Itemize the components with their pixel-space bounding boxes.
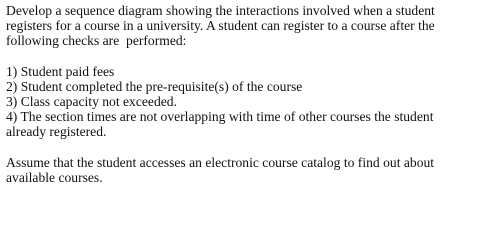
intro-line: registers for a course in a university. A student can register to a course after the	[6, 18, 435, 34]
paragraph-spacer	[6, 49, 478, 64]
assumption-line: Assume that the student accesses an electronic course catalog to find out about	[6, 154, 435, 170]
intro-line: following checks are performed:	[6, 33, 187, 49]
check-item-continuation: already registered.	[6, 124, 107, 140]
check-item: 4) The section times are not overlapping with time of other courses the student	[6, 109, 434, 125]
check-item: 1) Student paid fees	[6, 63, 115, 79]
checks-list	[6, 64, 478, 140]
intro-line: Develop a sequence diagram showing the interactions involved when a student	[6, 3, 435, 18]
assumption-line: available courses.	[6, 169, 103, 185]
assumption-paragraph	[6, 155, 478, 185]
check-item: 3) Class capacity not exceeded.	[6, 94, 177, 110]
check-item: 2) Student completed the pre-requisite(s) of the course	[6, 78, 303, 94]
paragraph-spacer	[6, 140, 478, 155]
intro-paragraph	[6, 0, 478, 49]
